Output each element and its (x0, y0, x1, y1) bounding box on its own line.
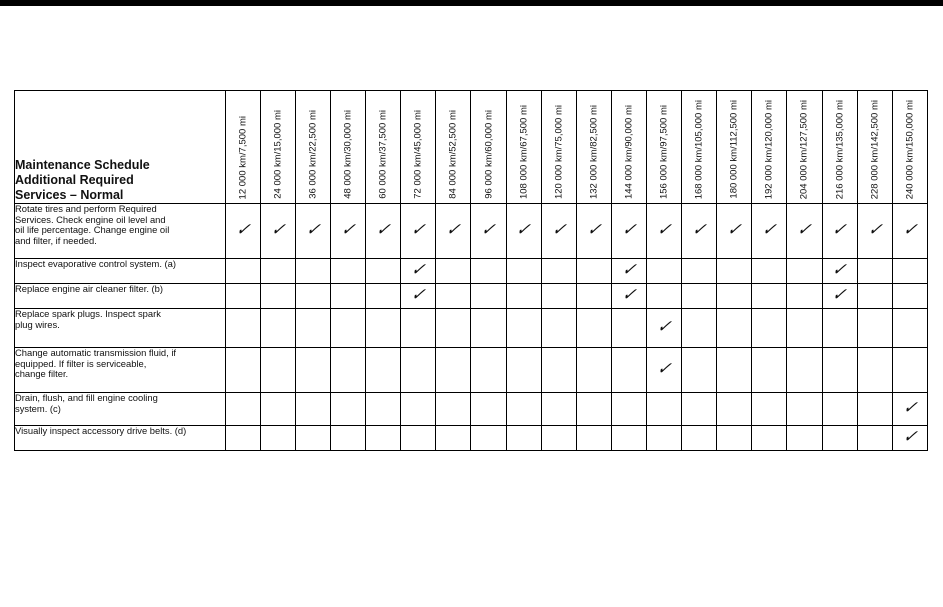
interval-header (541, 91, 576, 204)
schedule-cell (260, 259, 295, 284)
service-text-line: Change automatic transmission fluid, if (15, 347, 177, 358)
schedule-cell (682, 284, 717, 309)
schedule-cell (401, 393, 436, 426)
interval-label: 132 000 km/82,500 mi (588, 104, 600, 199)
schedule-cell (647, 393, 682, 426)
checkmark-icon: ✓ (690, 220, 708, 240)
schedule-cell (752, 393, 787, 426)
interval-header (506, 91, 541, 204)
checkmark-icon: ✓ (831, 260, 849, 280)
schedule-cell (647, 204, 682, 259)
interval-header (822, 91, 857, 204)
schedule-cell (752, 284, 787, 309)
checkmark-icon: ✓ (409, 220, 427, 240)
schedule-cell (401, 348, 436, 393)
interval-header (892, 91, 927, 204)
schedule-cell (822, 348, 857, 393)
schedule-cell (611, 393, 646, 426)
service-row (15, 259, 928, 284)
checkmark-icon: ✓ (901, 398, 919, 418)
schedule-cell (892, 309, 927, 348)
schedule-cell (787, 259, 822, 284)
interval-label: 204 000 km/127,500 mi (798, 99, 810, 199)
schedule-cell (647, 348, 682, 393)
schedule-cell (647, 309, 682, 348)
interval-header (225, 91, 260, 204)
schedule-cell (366, 348, 401, 393)
checkmark-icon: ✓ (339, 220, 357, 240)
checkmark-icon: ✓ (796, 220, 814, 240)
schedule-cell (541, 204, 576, 259)
interval-header (366, 91, 401, 204)
schedule-cell (331, 348, 366, 393)
schedule-cell (366, 259, 401, 284)
schedule-cell (611, 204, 646, 259)
schedule-cell (787, 204, 822, 259)
schedule-cell (892, 426, 927, 451)
checkmark-icon: ✓ (655, 317, 673, 337)
interval-label: 108 000 km/67,500 mi (518, 104, 530, 199)
service-description (15, 426, 226, 451)
schedule-cell (331, 204, 366, 259)
schedule-cell (717, 426, 752, 451)
interval-header (611, 91, 646, 204)
interval-header (717, 91, 752, 204)
checkmark-icon: ✓ (550, 220, 568, 240)
interval-label: 24 000 km/15,000 mi (272, 110, 284, 199)
schedule-cell (260, 348, 295, 393)
checkmark-icon: ✓ (655, 220, 673, 240)
service-row (15, 204, 928, 259)
schedule-cell (717, 284, 752, 309)
schedule-cell (295, 259, 330, 284)
schedule-cell (225, 426, 260, 451)
interval-label: 180 000 km/112,500 mi (728, 100, 740, 199)
checkmark-icon: ✓ (620, 260, 638, 280)
checkmark-icon: ✓ (901, 427, 919, 447)
schedule-cell (787, 393, 822, 426)
checkmark-icon: ✓ (831, 285, 849, 305)
checkmark-icon: ✓ (901, 220, 919, 240)
service-text-line: Visually inspect accessory drive belts. (d) (15, 425, 187, 436)
schedule-cell (576, 348, 611, 393)
schedule-cell (541, 393, 576, 426)
schedule-cell (576, 393, 611, 426)
interval-label: 48 000 km/30,000 mi (342, 110, 354, 199)
schedule-cell (682, 259, 717, 284)
checkmark-icon: ✓ (304, 220, 322, 240)
schedule-cell (541, 348, 576, 393)
interval-header (857, 91, 892, 204)
table-body (15, 204, 928, 451)
interval-header (752, 91, 787, 204)
checkmark-icon: ✓ (760, 220, 778, 240)
interval-label: 12 000 km/7,500 mi (237, 115, 249, 199)
schedule-cell (436, 426, 471, 451)
checkmark-icon: ✓ (655, 359, 673, 379)
interval-header (295, 91, 330, 204)
schedule-cell (682, 348, 717, 393)
interval-label: 60 000 km/37,500 mi (377, 110, 389, 199)
schedule-cell (647, 259, 682, 284)
checkmark-icon: ✓ (866, 220, 884, 240)
schedule-cell (822, 393, 857, 426)
schedule-cell (260, 393, 295, 426)
schedule-cell (576, 309, 611, 348)
interval-label: 120 000 km/75,000 mi (553, 104, 565, 199)
checkmark-icon: ✓ (515, 220, 533, 240)
schedule-cell (857, 348, 892, 393)
checkmark-icon: ✓ (620, 285, 638, 305)
schedule-cell (506, 426, 541, 451)
schedule-cell (541, 259, 576, 284)
schedule-cell (225, 204, 260, 259)
interval-label: 72 000 km/45,000 mi (412, 110, 424, 199)
schedule-cell (366, 204, 401, 259)
schedule-cell (366, 426, 401, 451)
schedule-cell (436, 259, 471, 284)
schedule-cell (331, 259, 366, 284)
service-text-line: and filter, if needed. (15, 234, 97, 246)
schedule-cell (295, 393, 330, 426)
schedule-cell (857, 309, 892, 348)
schedule-cell (436, 393, 471, 426)
schedule-cell (506, 309, 541, 348)
schedule-cell (506, 284, 541, 309)
service-description (15, 393, 226, 426)
checkmark-icon: ✓ (444, 220, 462, 240)
schedule-cell (857, 204, 892, 259)
schedule-cell (717, 259, 752, 284)
schedule-cell (401, 204, 436, 259)
schedule-cell (295, 309, 330, 348)
schedule-cell (225, 259, 260, 284)
schedule-cell (471, 426, 506, 451)
interval-header (576, 91, 611, 204)
schedule-cell (541, 426, 576, 451)
checkmark-icon: ✓ (234, 220, 252, 240)
service-row (15, 426, 928, 451)
schedule-cell (436, 348, 471, 393)
service-row (15, 393, 928, 426)
service-description (15, 284, 226, 309)
schedule-cell (822, 284, 857, 309)
title-line: Services – Normal (15, 188, 124, 202)
schedule-cell (647, 284, 682, 309)
schedule-cell (366, 284, 401, 309)
schedule-cell (401, 259, 436, 284)
schedule-cell (295, 204, 330, 259)
interval-label: 192 000 km/120,000 mi (763, 99, 775, 199)
interval-header (787, 91, 822, 204)
interval-header (647, 91, 682, 204)
schedule-cell (541, 309, 576, 348)
service-text-line: system. (c) (15, 402, 61, 414)
schedule-cell (506, 393, 541, 426)
schedule-cell (717, 393, 752, 426)
checkmark-icon: ✓ (620, 220, 638, 240)
interval-header (471, 91, 506, 204)
schedule-cell (717, 204, 752, 259)
schedule-cell (682, 393, 717, 426)
schedule-cell (225, 348, 260, 393)
interval-label: 36 000 km/22,500 mi (307, 110, 319, 199)
schedule-cell (752, 309, 787, 348)
schedule-cell (366, 393, 401, 426)
schedule-cell (225, 393, 260, 426)
schedule-cell (506, 259, 541, 284)
service-text-line: equipped. If filter is serviceable, (15, 357, 147, 369)
service-text-line: Replace engine air cleaner filter. (b) (15, 283, 163, 294)
service-description (15, 309, 226, 348)
interval-label: 96 000 km/60,000 mi (483, 110, 494, 199)
schedule-cell (471, 393, 506, 426)
schedule-cell (366, 309, 401, 348)
interval-header (331, 91, 366, 204)
schedule-cell (787, 348, 822, 393)
service-row (15, 348, 928, 393)
schedule-cell (611, 259, 646, 284)
interval-label: 84 000 km/52,500 mi (447, 110, 459, 199)
schedule-cell (892, 284, 927, 309)
schedule-cell (401, 309, 436, 348)
schedule-cell (295, 348, 330, 393)
schedule-cell (822, 259, 857, 284)
schedule-cell (436, 204, 471, 259)
schedule-cell (436, 284, 471, 309)
schedule-cell (752, 426, 787, 451)
schedule-cell (892, 259, 927, 284)
schedule-cell (436, 309, 471, 348)
schedule-cell (892, 348, 927, 393)
schedule-cell (225, 309, 260, 348)
service-text-line: Rotate tires and perform Required (15, 203, 157, 214)
schedule-cell (752, 348, 787, 393)
schedule-cell (401, 426, 436, 451)
checkmark-icon: ✓ (725, 220, 743, 240)
schedule-cell (717, 348, 752, 393)
schedule-cell (647, 426, 682, 451)
table-title (15, 91, 226, 204)
interval-label: 168 000 km/105,000 mi (693, 99, 705, 199)
schedule-cell (541, 284, 576, 309)
interval-header (436, 91, 471, 204)
checkmark-icon: ✓ (269, 220, 287, 240)
schedule-cell (471, 204, 506, 259)
schedule-cell (506, 348, 541, 393)
schedule-cell (611, 348, 646, 393)
schedule-cell (717, 309, 752, 348)
schedule-cell (506, 204, 541, 259)
schedule-cell (682, 204, 717, 259)
schedule-cell (752, 204, 787, 259)
schedule-cell (260, 204, 295, 259)
service-row (15, 284, 928, 309)
checkmark-icon: ✓ (831, 220, 849, 240)
service-text-line: Inspect evaporative control system. (a) (15, 258, 177, 269)
schedule-cell (822, 309, 857, 348)
schedule-cell (857, 259, 892, 284)
service-description (15, 348, 226, 393)
service-text-line: Drain, flush, and fill engine cooling (15, 392, 158, 403)
schedule-cell (295, 284, 330, 309)
title-line: Additional Required (15, 173, 134, 187)
schedule-cell (611, 309, 646, 348)
header-row (15, 91, 928, 204)
checkmark-icon: ✓ (374, 220, 392, 240)
schedule-cell (401, 284, 436, 309)
schedule-cell (682, 309, 717, 348)
checkmark-icon: ✓ (480, 220, 498, 240)
schedule-cell (331, 426, 366, 451)
schedule-cell (471, 309, 506, 348)
schedule-cell (611, 284, 646, 309)
service-text-line: change filter. (15, 368, 69, 379)
service-text-line: plug wires. (15, 318, 60, 330)
service-text-line: Replace spark plugs. Inspect spark (15, 308, 161, 319)
checkmark-icon: ✓ (409, 285, 427, 305)
schedule-cell (611, 426, 646, 451)
top-border-bar (0, 0, 943, 6)
schedule-cell (576, 284, 611, 309)
schedule-cell (471, 284, 506, 309)
schedule-cell (295, 426, 330, 451)
schedule-cell (576, 204, 611, 259)
checkmark-icon: ✓ (585, 220, 603, 240)
schedule-cell (857, 284, 892, 309)
schedule-cell (576, 259, 611, 284)
schedule-cell (260, 284, 295, 309)
service-description (15, 259, 226, 284)
service-description (15, 204, 226, 259)
schedule-cell (471, 348, 506, 393)
schedule-cell (331, 393, 366, 426)
schedule-cell (752, 259, 787, 284)
schedule-cell (857, 393, 892, 426)
schedule-cell (787, 284, 822, 309)
schedule-cell (225, 284, 260, 309)
schedule-cell (682, 426, 717, 451)
schedule-cell (892, 204, 927, 259)
schedule-cell (822, 204, 857, 259)
interval-label: 144 000 km/90,000 mi (623, 104, 635, 199)
title-line: Maintenance Schedule (15, 158, 150, 172)
checkmark-icon: ✓ (409, 260, 427, 280)
interval-label: 240 000 km/150,000 mi (904, 99, 916, 199)
schedule-cell (331, 284, 366, 309)
interval-header (682, 91, 717, 204)
maintenance-schedule-table (14, 90, 928, 451)
interval-label: 216 000 km/135,000 mi (834, 99, 846, 199)
service-text-line: oil life percentage. Change engine oil (15, 224, 170, 235)
interval-label: 228 000 km/142,500 mi (869, 99, 881, 199)
schedule-cell (857, 426, 892, 451)
schedule-cell (260, 426, 295, 451)
schedule-cell (787, 426, 822, 451)
schedule-cell (471, 259, 506, 284)
schedule-cell (331, 309, 366, 348)
service-row (15, 309, 928, 348)
interval-header (401, 91, 436, 204)
service-text-line: Services. Check engine oil level and (15, 213, 166, 225)
schedule-cell (787, 309, 822, 348)
interval-label: 156 000 km/97,500 mi (658, 104, 670, 199)
interval-header (260, 91, 295, 204)
schedule-cell (892, 393, 927, 426)
schedule-cell (260, 309, 295, 348)
schedule-cell (576, 426, 611, 451)
schedule-cell (822, 426, 857, 451)
